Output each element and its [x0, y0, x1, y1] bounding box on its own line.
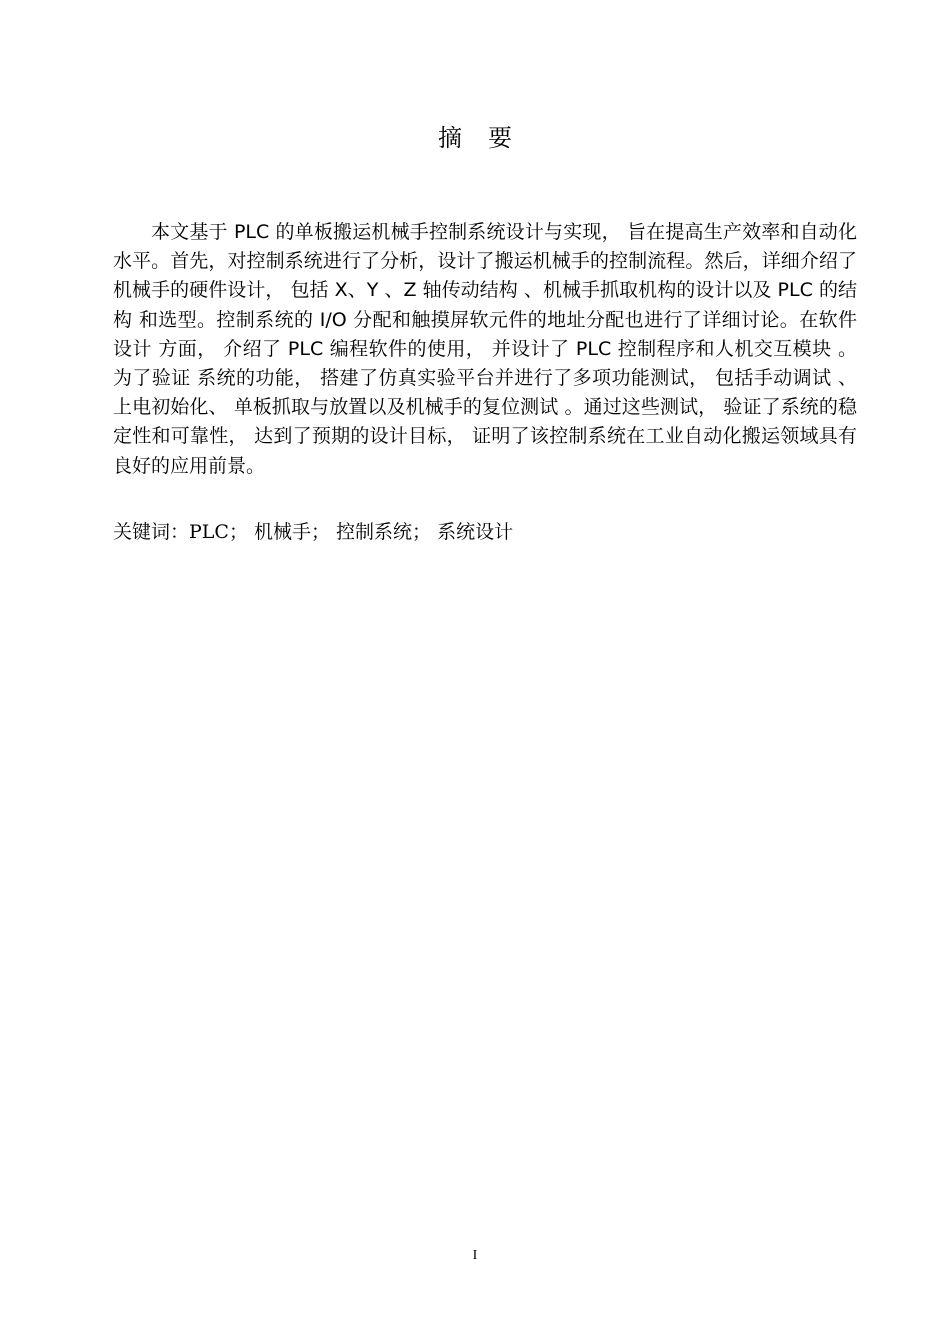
- abstract-paragraph: 本文基于 PLC 的单板搬运机械手控制系统设计与实现， 旨在提高生产效率和自动化水平。首先，对控制系统进行了分析，设计了搬运机械手的控制流程。然后，详细介绍了机械手的硬件设计， 包括 X、Y 、Z 轴传动结构 、机械手抓取机构的设计以及 PLC 的结构 和选型。控制系统的 I/O 分配和触摸屏软元件的地址分配也进行了详细讨论。在软件设计 方面， 介绍了 PLC 编程软件的使用， 并设计了 PLC 控制程序和人机交互模块 。为了验证 系统的功能， 搭建了仿真实验平台并进行了多项功能测试， 包括手动调试 、上电初始化、 单板抓取与放置以及机械手的复位测试 。通过这些测试， 验证了系统的稳定性和可靠性， 达到了预期的设计目标， 证明了该控制系统在工业自动化搬运领域具有良好的应用前景。: [113, 221, 857, 477]
- page-number: I: [472, 1248, 478, 1263]
- keywords-value: PLC； 机械手； 控制系统； 系统设计: [189, 521, 514, 543]
- keywords-line: [113, 518, 857, 546]
- page-title: 摘要: [438, 124, 538, 152]
- keywords-label: 关键词：: [113, 521, 190, 543]
